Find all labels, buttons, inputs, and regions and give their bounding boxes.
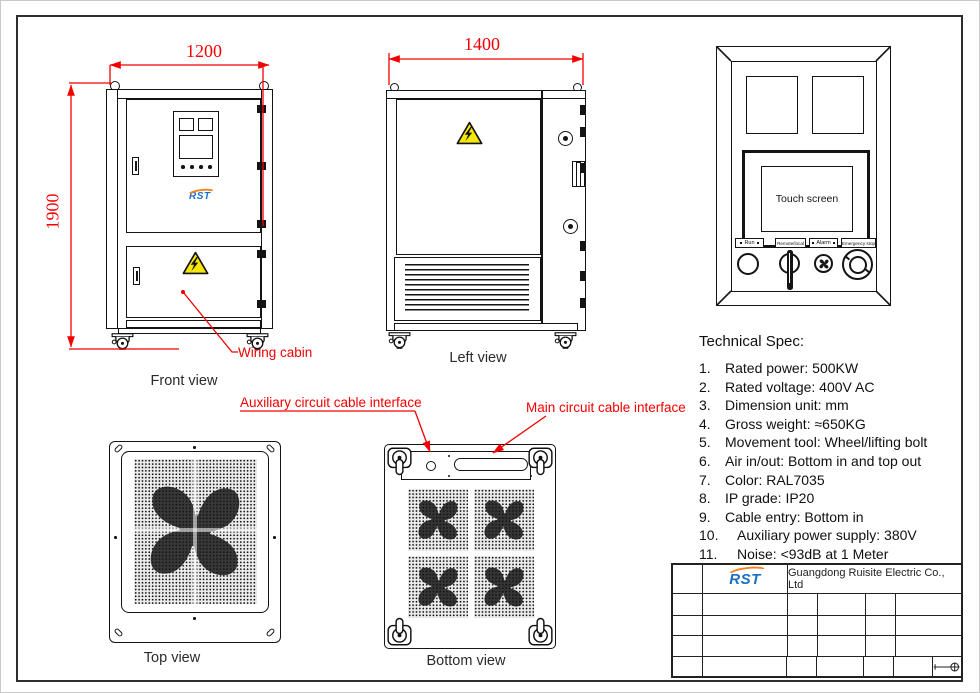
- hinge: [257, 250, 266, 258]
- panel-button-dot: [199, 165, 203, 169]
- screw-dot: [193, 446, 196, 449]
- screw-dot: [448, 475, 450, 477]
- title-block-row: [673, 565, 961, 594]
- air-inlet-mesh: [408, 489, 468, 551]
- caster-wheel-icon: [111, 333, 134, 350]
- caster-bottom-icon: [528, 617, 553, 646]
- side-panel-divider: [541, 90, 543, 331]
- dimension-1400: 1400: [464, 34, 500, 54]
- door-lock-icon: [558, 131, 573, 146]
- cabinet-base: [118, 328, 261, 334]
- cabinet-top-bar: [386, 90, 586, 99]
- screw-dot: [114, 536, 117, 539]
- spec-item: 3. Dimension unit: mm: [699, 397, 849, 414]
- spec-item: 6. Air in/out: Bottom in and top out: [699, 452, 922, 469]
- cabinet-base: [394, 323, 578, 331]
- cabinet-top-bar: [106, 89, 273, 99]
- caster-bottom-icon: [528, 447, 553, 476]
- fan-icon: [478, 494, 530, 546]
- spec-item: 9. Cable entry: Bottom in: [699, 508, 864, 525]
- caption-front-view: Front view: [150, 373, 218, 389]
- air-outlet-mesh: [134, 459, 257, 604]
- air-inlet-mesh: [408, 556, 468, 618]
- caster-bottom-icon: [387, 447, 412, 476]
- fan-icon: [412, 494, 464, 546]
- dimension-1200: 1200: [186, 41, 222, 61]
- control-label-run: Run: [735, 238, 764, 248]
- main-cable-slot: [454, 458, 528, 471]
- hinge: [257, 220, 266, 228]
- door-control-panel: [173, 111, 219, 177]
- title-block-row: [673, 594, 961, 616]
- hinge: [580, 105, 586, 115]
- touch-screen: [761, 166, 853, 232]
- air-inlet-mesh: [474, 556, 534, 618]
- auxiliary-cable-label: Auxiliary circuit cable interface: [240, 395, 422, 410]
- hinge: [257, 300, 266, 308]
- run-indicator: [737, 253, 759, 275]
- louver-slats: [405, 264, 529, 314]
- title-block-row: [673, 636, 961, 657]
- company-name: Guangdong Ruisite Electric Co., Ltd: [788, 567, 945, 591]
- door-handle: [133, 267, 140, 285]
- title-block: [671, 563, 963, 678]
- control-panel-detail: [716, 46, 891, 306]
- warning-triangle-icon: [182, 251, 209, 275]
- caption-bottom-view: Bottom view: [426, 653, 506, 669]
- technical-spec: [699, 333, 977, 564]
- technical-spec-title: Technical Spec:: [699, 333, 805, 350]
- rst-logo-text: RST: [189, 191, 211, 202]
- alarm-fan-glyph: [818, 258, 830, 270]
- panel-window: [179, 118, 194, 131]
- louver-vent: [394, 257, 541, 321]
- touch-screen-label: Touch screen: [775, 193, 839, 205]
- spec-item: 1. Rated power: 500KW: [699, 360, 859, 376]
- main-cable-label: Main circuit cable interface: [526, 400, 686, 415]
- spec-item: 10. Auxiliary power supply: 380V: [699, 527, 917, 544]
- cabinet-left-rail: [106, 89, 118, 329]
- caption-left-view: Left view: [449, 350, 507, 366]
- cabinet-bottom-strip: [126, 320, 261, 328]
- touch-screen-bezel: [742, 150, 870, 248]
- control-label-emergency-stop: Emergency stop: [841, 238, 876, 248]
- auxiliary-cable-hole: [426, 461, 436, 471]
- projection-symbol-cell: [933, 657, 961, 676]
- spec-item: 2. Rated voltage: 400V AC: [699, 378, 875, 395]
- caption-top-view: Top view: [143, 650, 201, 666]
- alarm-indicator: [814, 254, 833, 273]
- control-label-remote-local: Remote/local: [775, 238, 806, 248]
- emergency-stop-button: [842, 249, 874, 281]
- remote-local-knob: [777, 250, 803, 294]
- cabinet-right-rail: [261, 89, 273, 329]
- cable-entry-strip: [401, 451, 531, 480]
- panel-button-dot: [208, 165, 212, 169]
- rst-logo: [189, 191, 211, 202]
- hinge: [580, 127, 586, 137]
- panel-screen: [179, 135, 213, 159]
- panel-button-dot: [181, 165, 185, 169]
- screw-dot: [193, 617, 196, 620]
- panel-window: [746, 76, 798, 134]
- panel-button-dot: [190, 165, 194, 169]
- panel-inner-frame: [731, 61, 877, 292]
- panel-window: [198, 118, 213, 131]
- bottom-view: [384, 444, 556, 649]
- projection-symbol-icon: [933, 659, 961, 675]
- title-block-cell: [673, 565, 703, 594]
- hinge: [580, 241, 586, 251]
- air-inlet-mesh: [474, 489, 534, 551]
- hinge: [257, 162, 266, 170]
- spec-item: 5. Movement tool: Wheel/lifting bolt: [699, 434, 928, 451]
- warning-triangle-icon: [456, 121, 483, 145]
- dimension-1900: 1900: [42, 193, 63, 230]
- hinge: [257, 105, 266, 113]
- spec-item: 7. Color: RAL7035: [699, 471, 825, 488]
- hinge: [580, 271, 586, 281]
- caster-bottom-icon: [387, 617, 412, 646]
- front-view: [106, 81, 273, 349]
- caster-wheel-icon: [554, 332, 577, 349]
- title-block-row: [673, 657, 961, 676]
- left-view: [386, 83, 586, 349]
- rst-logo: RST: [729, 570, 761, 588]
- title-block-row: [673, 616, 961, 636]
- spec-item: 8. IP grade: IP20: [699, 490, 815, 507]
- fan-icon: [412, 561, 464, 613]
- caster-wheel-icon: [388, 332, 411, 349]
- hinge: [580, 298, 586, 308]
- panel-window: [812, 76, 864, 134]
- screw-dot: [273, 536, 276, 539]
- hinge: [580, 163, 586, 173]
- technical-spec-list: [699, 359, 977, 564]
- control-label-alarm: Alarm: [809, 238, 838, 248]
- spec-item: 11. Noise: <93dB at 1 Meter: [699, 545, 889, 562]
- top-view: [109, 441, 281, 643]
- fan-icon: [478, 561, 530, 613]
- door-lock-icon: [563, 219, 578, 234]
- mesh-frame-bar: [134, 528, 257, 532]
- screw-dot: [448, 455, 450, 457]
- wiring-cabin-label: Wiring cabin: [238, 345, 313, 360]
- door-handle: [132, 157, 139, 175]
- title-block-logo-cell: [703, 565, 788, 594]
- spec-item: 4. Gross weight: ≈650KG: [699, 415, 866, 432]
- company-name-cell: [788, 565, 961, 594]
